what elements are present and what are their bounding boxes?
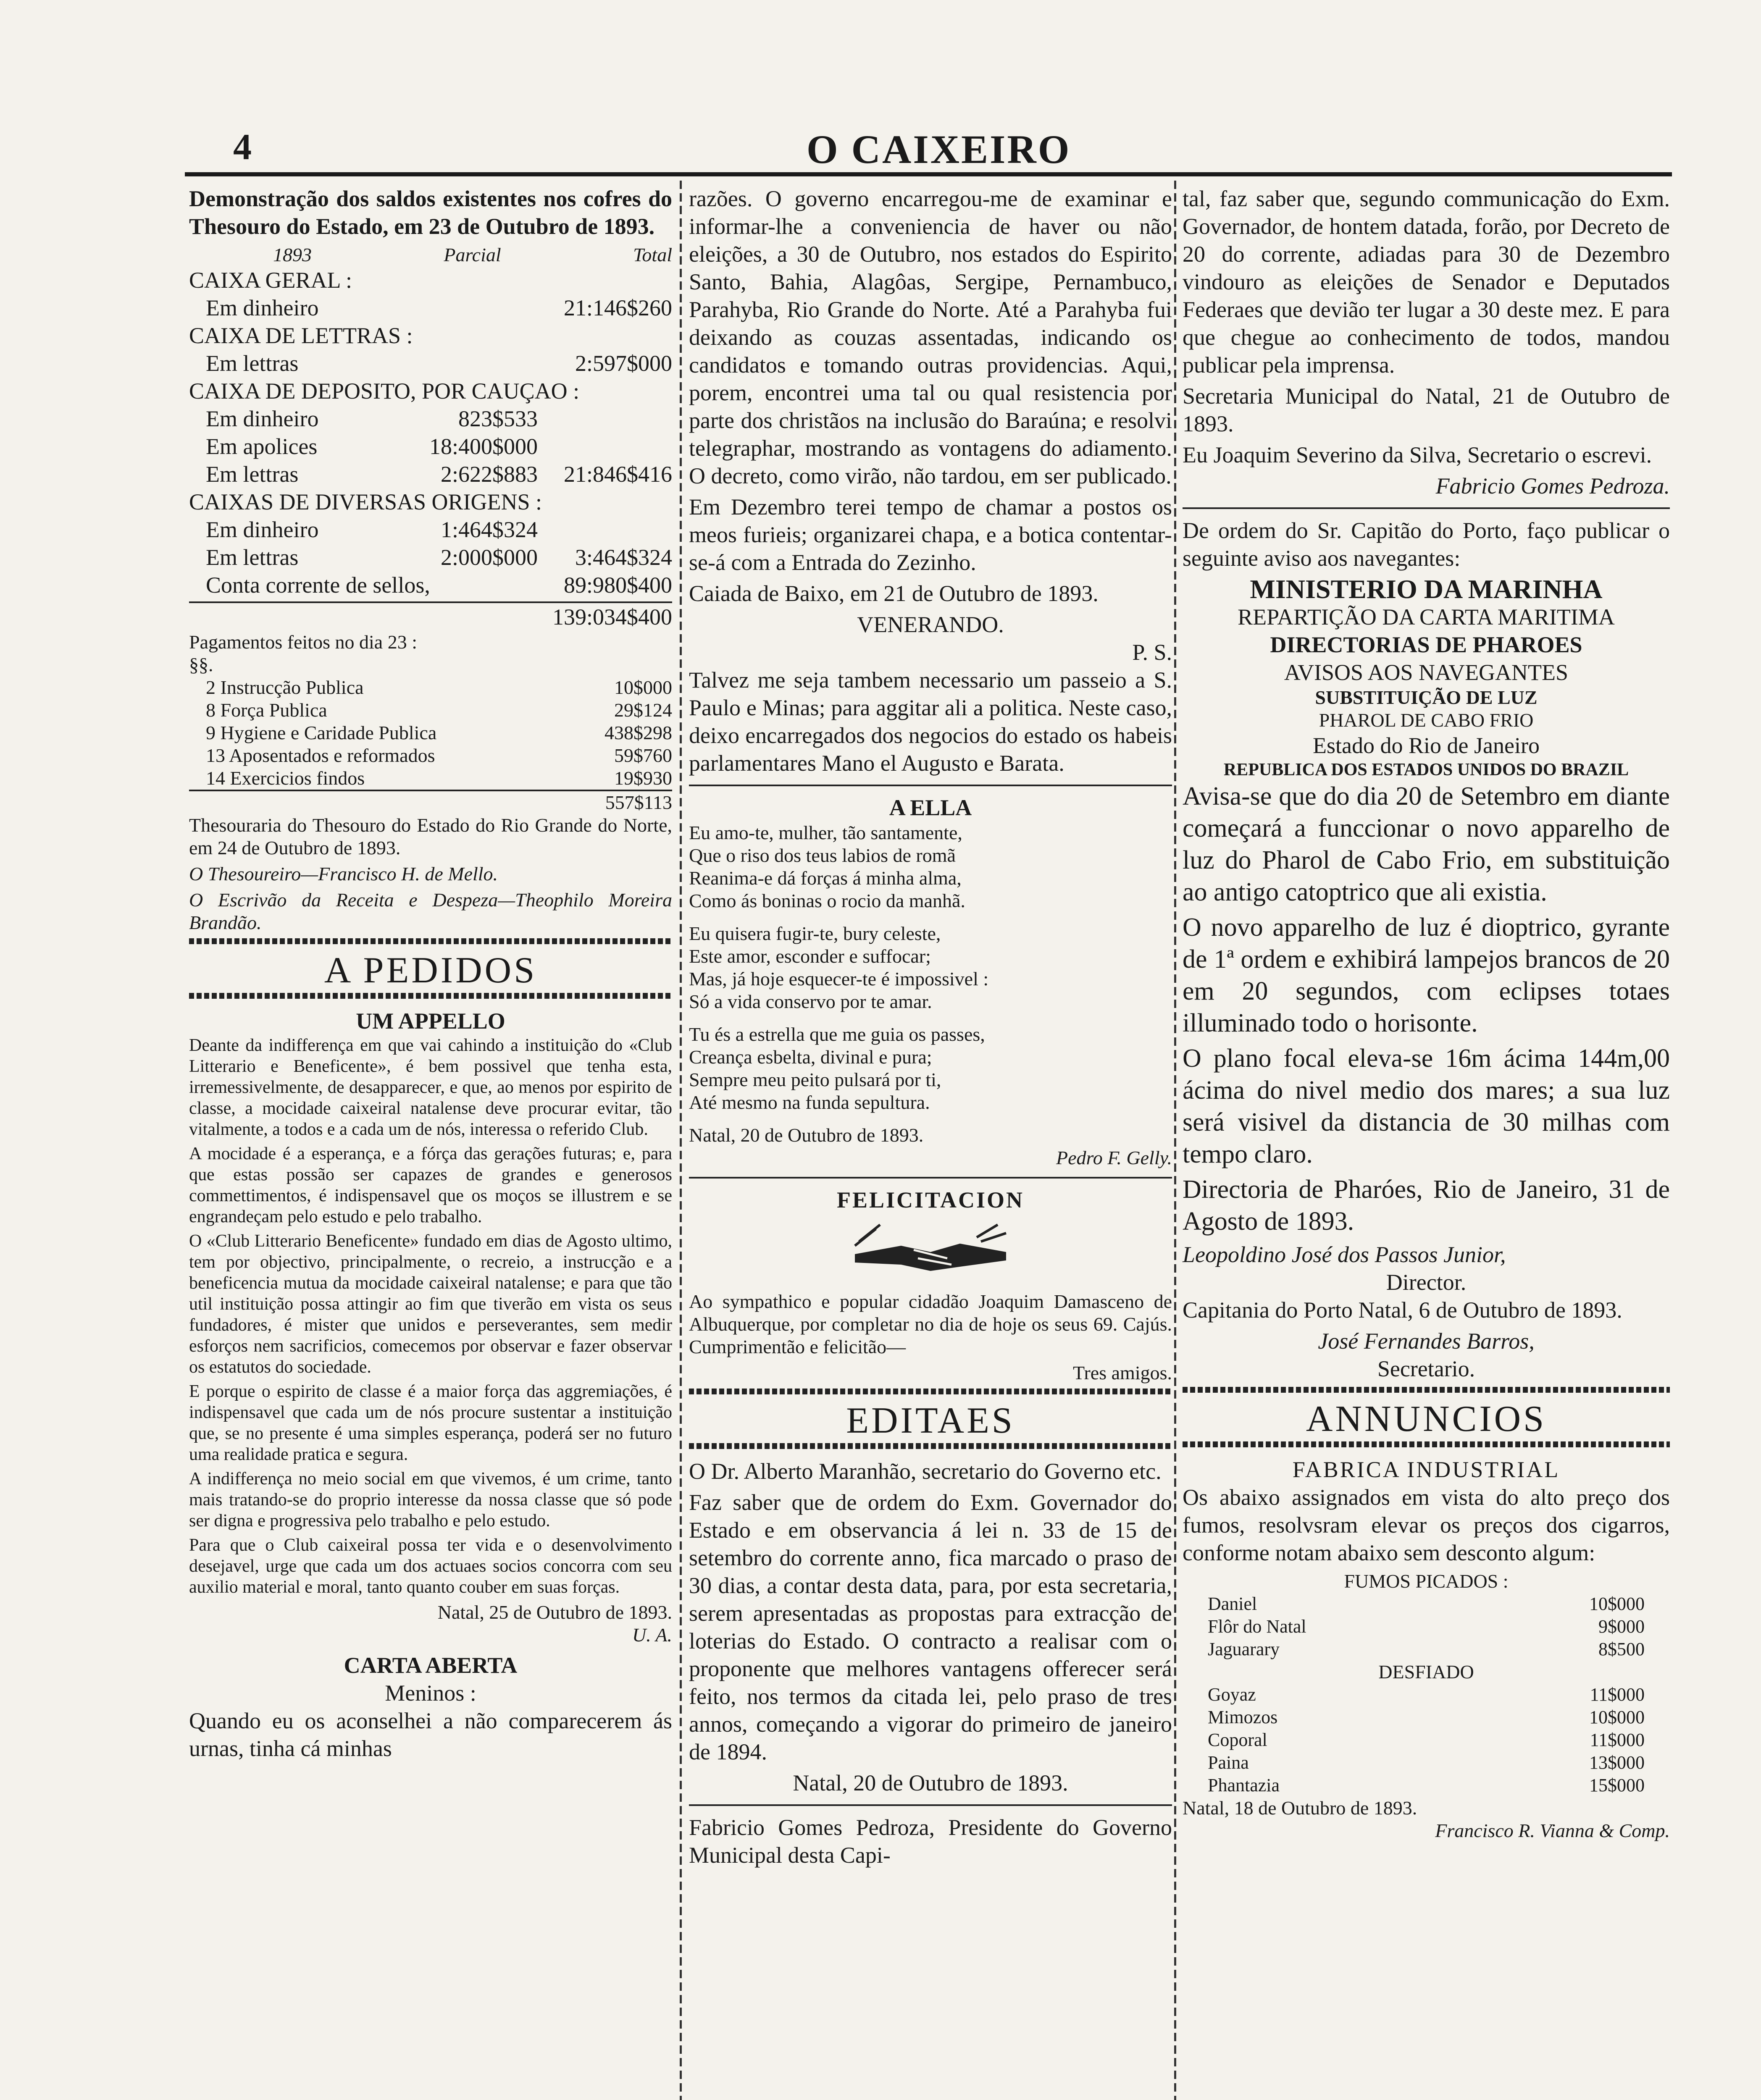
fabrica-title: FABRICA INDUSTRIAL [1292, 1457, 1560, 1482]
product-price: 15$000 [1589, 1775, 1645, 1796]
pagamento-value: 10$000 [614, 677, 672, 698]
section-divider [189, 938, 672, 944]
edital-text: Faz saber que de ordem do Exm. Governador do Estado e em observancia á lei n. 33 de 15 de setembro do corrente anno, fica marcado o praso de 30 dias, a contar desta data, para, por esta secretaria, serem apresentadas as propostas para extracção de loterias do Estado. O contracto a realisar com o proponente que melhores vantagens offerecer será feito, nos termos da citada lei, pelo praso de tres annos, começando a vigorar do primeiro de janeiro de 1894. [689, 1490, 1172, 1764]
ledger-row [189, 543, 672, 571]
poem-stanza [689, 1023, 1172, 1114]
edital-date: Natal, 20 de Outubro de 1893. [793, 1770, 1068, 1796]
poem-line: Como ás boninas o rocio da manhã. [689, 890, 965, 911]
caixa-deposito-heading: CAIXA DE DEPOSITO, POR CAUÇAO : [189, 378, 580, 404]
ledger-col-year: 1893 [273, 244, 312, 265]
article-date: Natal, 25 de Outubro de 1893. [437, 1601, 672, 1623]
aviso-signature: Leopoldino José dos Passos Junior, [1183, 1242, 1506, 1267]
section-divider [689, 785, 1172, 786]
poem-title: A ELLA [889, 795, 972, 820]
caixa-letras-heading: CAIXA DE LETTRAS : [189, 323, 413, 348]
ledger-label: Em apolices [206, 434, 318, 459]
ledger-partial: 2:622$883 [440, 462, 538, 487]
article-paragraph: A mocidade é a esperança, e a fórça das gerações futuras; e, para que estas possão ser capazes de grandes e generosos commettimentos, é indispensavel que os moços se illustrem e se engrandeçam pelo estudo e pelo trabalho. [189, 1144, 672, 1226]
price-row [1208, 1729, 1645, 1751]
ledger-col-total: Total [633, 244, 672, 265]
price-row [1208, 1751, 1645, 1774]
ledger-partial: 18:400$000 [429, 434, 538, 459]
price-row [1208, 1683, 1645, 1706]
product-name: Flôr do Natal [1208, 1616, 1306, 1637]
poem-line: Só a vida conservo por te amar. [689, 991, 932, 1012]
ledger-label: Em lettras [206, 545, 299, 570]
column-3 [1183, 185, 1670, 1842]
product-name: Phantazia [1208, 1775, 1280, 1796]
article-signature: U. A. [632, 1624, 672, 1646]
price-row [1208, 1706, 1645, 1729]
ledger-total: 89:980$400 [563, 572, 672, 598]
poem-date: Natal, 20 de Outubro de 1893. [689, 1124, 924, 1146]
section-divider [1183, 1387, 1670, 1393]
pagamento-label: 13 Aposentados e reformados [206, 745, 435, 766]
edital2-clerk: Eu Joaquim Severino da Silva, Secretario o escrevi. [1183, 442, 1652, 467]
pagamentos-section: §§. [189, 654, 213, 675]
ledger-grand-total: 139:034$400 [552, 604, 672, 630]
thesouraria-note: Thesouraria do Thesouro do Estado do Rio Grande do Norte, em 24 de Outubro de 1893. [189, 814, 672, 858]
ps-label: P. S. [1132, 640, 1172, 665]
ledger-grand-total-row [189, 601, 672, 631]
thesoureiro-sign: O Thesoureiro—Francisco H. de Mello. [189, 863, 498, 885]
ledger-row [189, 294, 672, 322]
section-divider [689, 1443, 1172, 1449]
article-title: CARTA ABERTA [344, 1653, 518, 1678]
poem-line: Reanima-e dá forças á minha alma, [689, 867, 962, 889]
ledger-label: Em dinheiro [206, 406, 319, 431]
pagamento-value: 29$124 [614, 699, 672, 721]
price-row [1208, 1615, 1645, 1638]
ledger-total: 3:464$324 [575, 545, 672, 570]
pagamento-value: 59$760 [614, 745, 672, 766]
pagamento-row [189, 767, 672, 790]
handshake-icon [851, 1221, 1010, 1284]
republica-heading: REPUBLICA DOS ESTADOS UNIDOS DO BRAZIL [1223, 760, 1629, 780]
article-paragraph: A indifferença no meio social em que vivemos, é um crime, tanto mais tratando-se do proprio interesse da nossa classe que só pode ser digna e progressiva pelo trabalho e pelo estudo. [189, 1469, 672, 1530]
escrivao-sign: O Escrivão da Receita e Despeza—Theophilo Moreira Brandão. [189, 889, 672, 933]
carta-continuation: razões. O governo encarregou-me de examinar e informar-lhe a conveniencia de haver ou não eleições, a 30 de Outubro, nos estados do Espirito Santo, Bahia, Alagôas, Sergipe, Pernambuco, Parahyba, Rio Grande do Norte. Até a Parahyba fui deixando as couzas assentadas, indicando os candidatos e tomando outras providencias. Aqui, porem, encontrei uma tal ou qual resistencia por parte dos christãos na inclusão do Baraúna; e resolvi telegraphar, mostrando as vontagens do adiamento. O decreto, como virão, não tardou, em ser publicado. [689, 186, 1172, 488]
product-name: Daniel [1208, 1593, 1257, 1614]
product-name: Paina [1208, 1752, 1249, 1773]
aviso-place: Directoria de Pharóes, Rio de Janeiro, 31 de Agosto de 1893. [1183, 1175, 1670, 1236]
ledger-header [189, 244, 672, 266]
section-divider [689, 1389, 1172, 1394]
ledger-total: 2:597$000 [575, 351, 672, 376]
product-price: 10$000 [1589, 1707, 1645, 1727]
product-name: Coporal [1208, 1730, 1267, 1750]
ledger-label: Em dinheiro [206, 295, 319, 320]
section-heading-annuncios: ANNUNCIOS [1306, 1399, 1547, 1439]
product-name: Goyaz [1208, 1684, 1256, 1705]
product-price: 13$000 [1589, 1752, 1645, 1773]
ledger-row [189, 460, 672, 488]
article-body [189, 1035, 672, 1598]
price-row [1208, 1774, 1645, 1797]
capitania-signature: José Fernandes Barros, [1318, 1328, 1535, 1354]
edital-intro: O Dr. Alberto Maranhão, secretario do Governo etc. [689, 1459, 1162, 1484]
caixa-geral-heading: CAIXA GERAL : [189, 268, 352, 293]
poem-line: Mas, já hoje esquecer-te é impossivel : [689, 968, 989, 990]
poem-line: Até mesmo na funda sepultura. [689, 1092, 930, 1113]
product-price: 11$000 [1590, 1684, 1645, 1705]
carta-signature: VENERANDO. [857, 612, 1004, 637]
demonstracao-heading: Demonstração dos saldos existentes nos cofres do Thesouro do Estado, em 23 de Outubro de 1893. [189, 186, 672, 239]
pagamento-row [189, 699, 672, 722]
aviso-paragraph: Avisa-se que do dia 20 de Setembro em diante começará a funccionar o novo apparelho de luz do Pharol de Cabo Frio, em substituição ao antigo catoptrico que ali existia. [1183, 782, 1670, 906]
pagamentos-list [189, 676, 672, 790]
product-price: 9$000 [1598, 1616, 1645, 1637]
section-heading-editaes: EDITAES [846, 1400, 1015, 1441]
ministerio-heading: MINISTERIO DA MARINHA [1250, 574, 1603, 604]
price-row [1208, 1593, 1645, 1615]
pagamento-label: 9 Hygiene e Caridade Publica [206, 722, 437, 743]
column-1 [189, 185, 672, 1766]
edital2-place: Secretaria Municipal do Natal, 21 de Outubro de 1893. [1183, 383, 1670, 436]
felicitacion-title: FELICITACION [836, 1187, 1025, 1213]
edital2-text: Fabricio Gomes Pedroza, Presidente do Governo Municipal desta Capi- [689, 1815, 1172, 1868]
newspaper-title: O CAIXEIRO [807, 127, 1071, 172]
ledger-partial: 2:000$000 [440, 545, 538, 570]
pagamentos-total: 557$113 [605, 792, 672, 813]
poem-line: Que o riso dos teus labios de romã [689, 845, 956, 866]
section-divider [189, 993, 672, 999]
ledger-row [189, 405, 672, 433]
article-paragraph: Deante da indifferença em que vai cahindo a instituição do «Club Litterario e Beneficente», é bem possivel que tenha esta, irremessivelmente, de desapparecer, e que, ao menos por espirito de classe, a mocidade caixeiral natalense deve procurar evitar, tão vitalmente, a todos e a cada um de nós, interessa o referido Club. [189, 1036, 672, 1139]
article-paragraph: O «Club Litterario Beneficente» fundado em dias de Agosto ultimo, tem por objectivo, principalmente, o recreio, a instrucção e a beneficencia mutua da mocidade caixeiral natalense; e para que tão util instituição possa attingir ao fim que tiverão em vista os seus fundadores, é mister que unidos e perseverantes, sem medir esforços nem sacrificios, comecemos por observar e fazer observar os estatutos do sociedade. [189, 1231, 672, 1377]
fabrica-signature: Francisco R. Vianna & Comp. [1435, 1820, 1670, 1841]
pagamento-label: 2 Instrucção Publica [206, 677, 364, 698]
carta-continuation-2: Em Dezembro terei tempo de chamar a postos os meos furieis; organizarei chapa, e a botica contentar-se-á com a Entrada do Zezinho. [689, 494, 1172, 575]
fumos-heading: FUMOS PICADOS : [1344, 1570, 1509, 1592]
poem-line: Creança esbelta, divinal e pura; [689, 1046, 932, 1068]
reparticao-heading: REPARTIÇÃO DA CARTA MARITIMA [1238, 604, 1615, 630]
poem-line: Eu quisera fugir-te, bury celeste, [689, 923, 941, 944]
aviso-paragraph: O plano focal eleva-se 16m ácima 144m,00 ácima do nivel medio dos mares; a sua luz será visivel da distancia de 30 milhas com tempo claro. [1183, 1044, 1670, 1168]
column-divider [1174, 181, 1176, 2100]
ledger-label: Conta corrente de sellos, [206, 572, 430, 598]
ledger-label: Em lettras [206, 462, 299, 487]
column-2 [689, 185, 1172, 1872]
ledger-partial: 823$533 [458, 406, 538, 431]
aviso-role: Director. [1386, 1270, 1467, 1295]
caixas-diversas-heading: CAIXAS DE DIVERSAS ORIGENS : [189, 489, 542, 514]
ledger-total: 21:146$260 [563, 295, 672, 320]
poem-line: Tu és a estrella que me guia os passes, [689, 1024, 985, 1045]
section-divider [1183, 1441, 1670, 1447]
section-divider [689, 1804, 1172, 1806]
avisos-heading: AVISOS AOS NAVEGANTES [1284, 660, 1569, 685]
edital2-continuation: tal, faz saber que, segundo communicação do Exm. Governador, de hontem datada, forão, por Decreto de 20 do corrente, adiadas para 30 de Dezembro vindouro as eleições de Senador e Deputados Federaes que devião ter lugar a 30 deste mez. E para que chegue ao conhecimento de todos, mandou publicar pela imprensa. [1183, 186, 1670, 378]
header-rule [185, 172, 1672, 176]
pharol-heading: PHAROL DE CABO FRIO [1319, 709, 1534, 731]
pagamentos-total-row [189, 790, 672, 814]
section-divider [689, 1177, 1172, 1179]
directorias-heading: DIRECTORIAS DE PHAROES [1270, 632, 1582, 657]
pagamento-row [189, 744, 672, 767]
carta-place: Caiada de Baixo, em 21 de Outubro de 1893. [689, 581, 1099, 606]
felicitacion-signature: Tres amigos. [1073, 1362, 1172, 1383]
ledger-label: Em lettras [206, 351, 299, 376]
capitania-text: Capitania do Porto Natal, 6 de Outubro de 1893. [1183, 1297, 1622, 1323]
pagamento-row [189, 676, 672, 699]
poem-line: Sempre meu peito pulsará por ti, [689, 1069, 941, 1090]
product-price: 8$500 [1598, 1639, 1645, 1659]
pagamento-value: 19$930 [614, 767, 672, 789]
desfiado-list [1183, 1683, 1670, 1797]
ledger-label: Em dinheiro [206, 517, 319, 542]
ledger-row [189, 433, 672, 460]
product-price: 11$000 [1590, 1730, 1645, 1750]
substituicao-heading: SUBSTITUIÇÃO DE LUZ [1315, 687, 1538, 708]
product-name: Mimozos [1208, 1707, 1278, 1727]
poem-line: Eu amo-te, mulher, tão santamente, [689, 822, 962, 843]
product-name: Jaguarary [1208, 1639, 1280, 1659]
page-number: 4 [233, 127, 252, 168]
capitania-role: Secretario. [1377, 1356, 1475, 1381]
poem-body [689, 822, 1172, 1114]
ledger-row [189, 571, 672, 599]
estado-heading: Estado do Rio de Janeiro [1313, 733, 1540, 758]
carta-text: Quando eu os aconselhei a não comparecerem ás urnas, tinha cá minhas [189, 1708, 672, 1761]
carta-salutation: Meninos : [385, 1680, 476, 1706]
poem-stanza [689, 822, 1172, 912]
edital2-signature: Fabricio Gomes Pedroza. [1435, 473, 1670, 499]
column-divider [680, 181, 682, 2100]
article-title: UM APPELLO [356, 1008, 505, 1034]
pagamentos-heading: Pagamentos feitos no dia 23 : [189, 631, 417, 653]
section-divider [1183, 507, 1670, 509]
section-heading-a-pedidos: A PEDIDOS [324, 950, 537, 991]
aviso-paragraph: O novo apparelho de luz é dioptrico, gyrante de 1ª ordem e exhibirá lampejos brancos de 20 em 20 segundos, com eclipses totaes illuminado todo o horisonte. [1183, 913, 1670, 1037]
desfiado-heading: DESFIADO [1378, 1661, 1474, 1683]
ps-text: Talvez me seja tambem necessario um passeio a S. Paulo e Minas; para aggitar ali a politica. Neste caso, deixo encarregados dos negocios do estado os habeis parlamentares Mano el Augusto e Barata. [689, 667, 1172, 776]
pagamento-label: 8 Força Publica [206, 699, 327, 721]
fumos-list [1183, 1593, 1670, 1661]
ordem-text: De ordem do Sr. Capitão do Porto, faço publicar o seguinte aviso aos navegantes: [1183, 518, 1670, 571]
price-row [1208, 1638, 1645, 1661]
ledger-total: 21:846$416 [563, 462, 672, 487]
ledger-partial: 1:464$324 [440, 517, 538, 542]
poem-author: Pedro F. Gelly. [1056, 1147, 1172, 1168]
ledger-row [189, 516, 672, 543]
poem-line: Este amor, esconder e suffocar; [689, 945, 931, 967]
ledger-col-parcial: Parcial [444, 244, 501, 265]
article-paragraph: Para que o Club caixeiral possa ter vida e o desenvolvimento desejavel, urge que cada um dos actuaes socios concorra com seu auxilio material e moral, tanto quanto couber em suas forças. [189, 1536, 672, 1597]
pagamento-row [189, 722, 672, 744]
fabrica-date: Natal, 18 de Outubro de 1893. [1183, 1797, 1417, 1819]
felicitacion-text: Ao sympathico e popular cidadão Joaquim Damasceno de Albuquerque, por completar no dia de hoje os seus 69. Cajús. Cumprimentão e felicitão— [689, 1291, 1172, 1357]
product-price: 10$000 [1589, 1593, 1645, 1614]
poem-stanza [689, 922, 1172, 1013]
article-paragraph: E porque o espirito de classe é a maior força das aggremiações, é indispensavel que cada um de nós procure sustentar a instituição que, se no presente é uma simples esperança, poderá ser no futuro uma realidade pratica e segura. [189, 1382, 672, 1464]
fabrica-text: Os abaixo assignados em vista do alto preço dos fumos, resolvsram elevar os preços dos cigarros, conforme notam abaixo sem desconto algum: [1183, 1485, 1670, 1565]
ledger-row [189, 349, 672, 377]
pagamento-value: 438$298 [605, 722, 672, 743]
pagamento-label: 14 Exercicios findos [206, 767, 365, 789]
